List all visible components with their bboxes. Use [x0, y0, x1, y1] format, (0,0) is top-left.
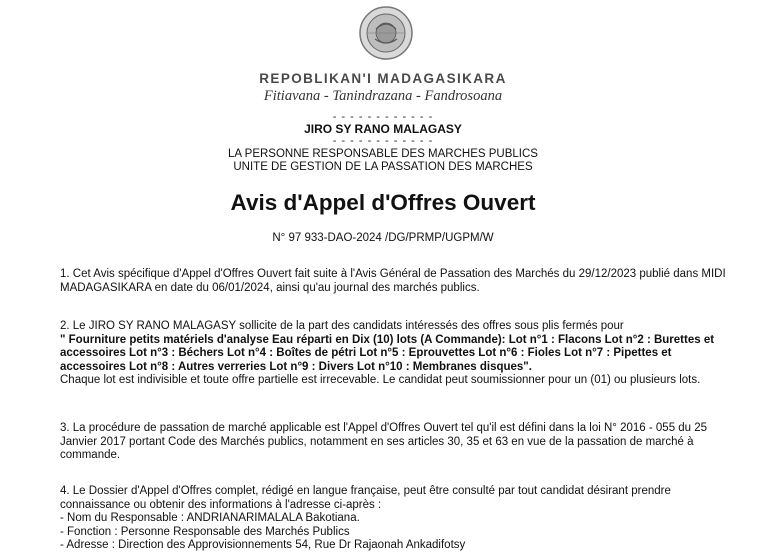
paragraph-2 [60, 320, 728, 388]
paragraph-2-intro: 2. Le JIRO SY RANO MALAGASY sollicite de la part des candidats intéressés des offres sous plis fermés pour [60, 320, 624, 332]
paragraph-4-intro: 4. Le Dossier d'Appel d'Offres complet, rédigé en langue française, peut être consulté par tout candidat désirant prendre connaissance ou obtenir des informations à l'adresse ci-après : [60, 485, 671, 511]
paragraph-4 [60, 485, 728, 553]
document-reference: N° 97 933-DAO-2024 /DG/PRMP/UGPM/W [272, 232, 494, 244]
responsible-entity [0, 148, 766, 174]
paragraph-1: 1. Cet Avis spécifique d'Appel d'Offres Ouvert fait suite à l'Avis Général de Passation des Marchés du 29/12/2023 publié dans MIDI MADAGASIKARA en date du 06/01/2024, ainsi qu'au journal des marchés publics. [60, 268, 726, 294]
responsible-address: - Adresse : Direction des Approvisionnements 54, Rue Dr Rajaonah Ankadifotsy [60, 539, 466, 552]
paragraph-3: 3. La procédure de passation de marché applicable est l'Appel d'Offres Ouvert tel qu'il est défini dans la loi N° 2016 - 055 du 25 Janvier 2017 portant Code des Marchés publics, notamment en ses articles 30, 35 et 63 en vue de la passation de marché à commande. [60, 422, 708, 462]
separator-bottom: - - - - - - - - - - - - [332, 135, 434, 147]
national-motto: Fitiavana - Tanindrazana - Fandrosoana [263, 88, 503, 104]
responsible-line-1: LA PERSONNE RESPONSABLE DES MARCHES PUBLICS [228, 148, 538, 160]
responsible-function: - Fonction : Personne Responsable des Marchés Publics [60, 525, 350, 538]
organization-name: JIRO SY RANO MALAGASY [304, 122, 462, 136]
responsible-name: - Nom du Responsable : ANDRIANARIMALALA Bakotiana. [60, 512, 360, 525]
republic-name: REPOBLIKAN'I MADAGASIKARA [259, 71, 507, 86]
responsible-line-2: UNITE DE GESTION DE LA PASSATION DES MARCHES [233, 161, 533, 173]
separator-top: - - - - - - - - - - - - [332, 111, 434, 123]
document-title: Avis d'Appel d'Offres Ouvert [230, 190, 536, 215]
national-seal-icon [358, 5, 414, 61]
paragraph-2-conditions: Chaque lot est indivisible et toute offre partielle est irrecevable. Le candidat peut soumissionner pour un (01) ou plusieurs lots. [60, 374, 701, 387]
paragraph-2-lots: " Fourniture petits matériels d'analyse Eau réparti en Dix (10) lots (A Commande): Lot n°1 : Flacons Lot n°2 : Burettes et accessoires Lot n°3 : Béchers Lot n°4 : Boîtes de pétri Lot n°5 : Eprouvettes Lot n°6 : Fioles Lot n°7 : Pipettes et accessoires Lot n°8 : Autres verreries Lot n°9 : Divers Lot n°10 : Membranes disques". [60, 333, 715, 373]
